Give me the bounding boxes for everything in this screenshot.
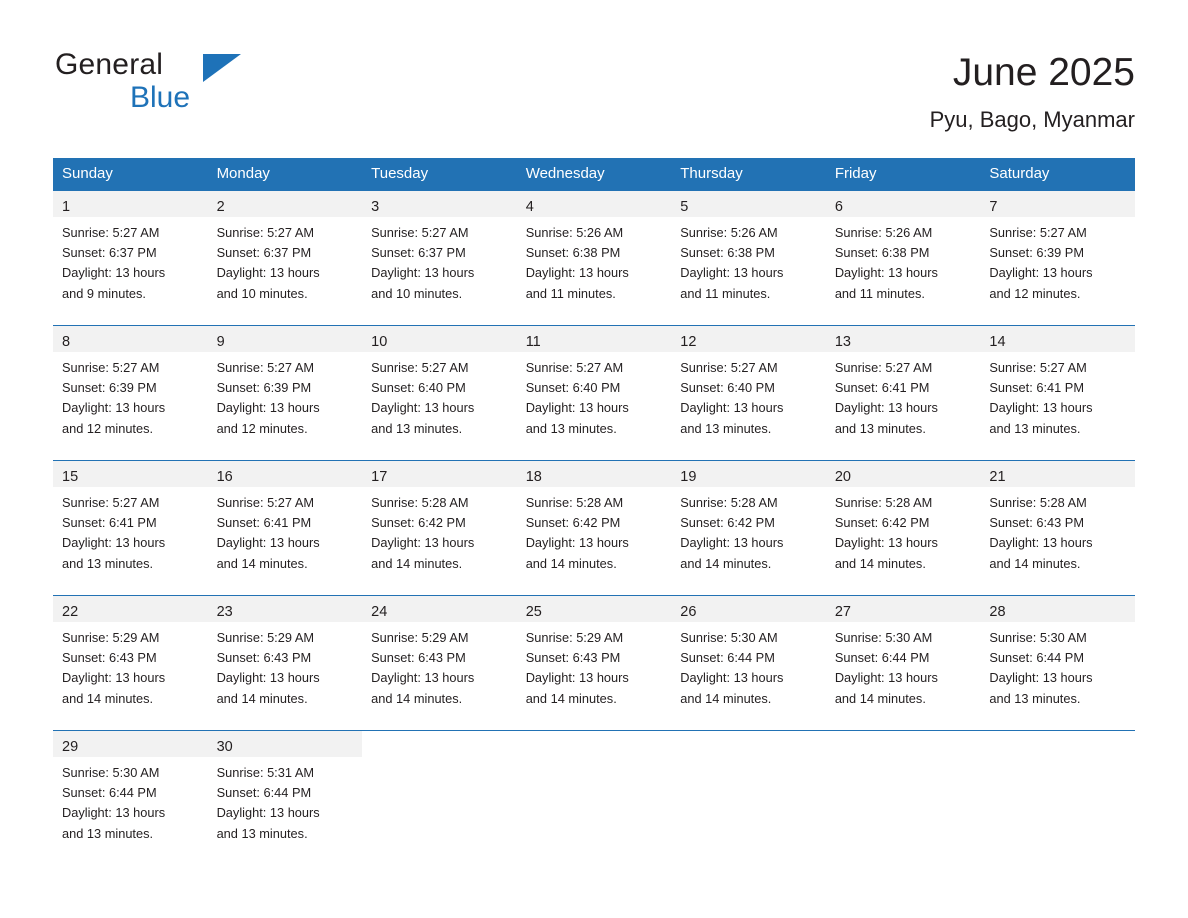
- day-number: 11: [517, 326, 672, 352]
- day-details: [826, 352, 981, 460]
- calendar-cell: [980, 325, 1135, 460]
- calendar-day-empty: [362, 730, 517, 850]
- calendar-header-row: [53, 158, 1135, 190]
- day-daylight2-text: and 9 minutes.: [62, 285, 146, 301]
- day-details: [362, 487, 517, 595]
- day-daylight1-text: Daylight: 13 hours: [216, 535, 320, 551]
- calendar-day[interactable]: [53, 730, 208, 850]
- day-sunrise-text: Sunrise: 5:28 AM: [834, 495, 933, 510]
- weekday-header-thursday: Thursday: [671, 158, 826, 190]
- day-details: [980, 757, 1135, 851]
- day-daylight1-text: Daylight: 13 hours: [680, 265, 784, 281]
- calendar-day[interactable]: [208, 730, 363, 850]
- day-daylight2-text: and 10 minutes.: [371, 285, 463, 301]
- day-daylight2-text: and 14 minutes.: [371, 690, 463, 706]
- day-daylight2-text: and 13 minutes.: [216, 825, 308, 841]
- day-sunrise-text: Sunrise: 5:30 AM: [62, 765, 160, 780]
- day-daylight1-text: Daylight: 13 hours: [834, 400, 938, 416]
- calendar-day[interactable]: [53, 460, 208, 595]
- calendar-day[interactable]: [208, 190, 363, 325]
- day-details: [362, 622, 517, 730]
- calendar-day[interactable]: [362, 190, 517, 325]
- day-number: 24: [362, 596, 517, 622]
- day-number: 18: [517, 461, 672, 487]
- calendar-day-empty: [980, 730, 1135, 850]
- day-sunrise-text: Sunrise: 5:27 AM: [989, 225, 1087, 240]
- day-sunset-text: Sunset: 6:41 PM: [62, 515, 157, 531]
- day-daylight2-text: and 14 minutes.: [680, 690, 772, 706]
- day-number: 25: [517, 596, 672, 622]
- weekday-header-sunday: Sunday: [53, 158, 208, 190]
- day-number: 2: [208, 191, 363, 217]
- calendar-cell: [980, 190, 1135, 325]
- day-details: [53, 622, 208, 730]
- calendar-day[interactable]: [208, 325, 363, 460]
- day-daylight1-text: Daylight: 13 hours: [525, 400, 629, 416]
- day-number: 1: [53, 191, 208, 217]
- day-daylight2-text: and 11 minutes.: [680, 285, 771, 301]
- calendar-cell: [671, 730, 826, 850]
- calendar-cell: [53, 730, 208, 850]
- calendar-cell: [208, 595, 363, 730]
- calendar-day[interactable]: [53, 190, 208, 325]
- day-number: 30: [208, 731, 363, 757]
- day-sunset-text: Sunset: 6:44 PM: [216, 785, 312, 801]
- logo-text-blue: Blue: [130, 81, 191, 114]
- day-sunset-text: Sunset: 6:39 PM: [989, 245, 1084, 261]
- calendar-cell: [671, 595, 826, 730]
- day-sunrise-text: Sunrise: 5:27 AM: [525, 360, 624, 375]
- day-sunrise-text: Sunrise: 5:27 AM: [680, 360, 778, 375]
- calendar-day[interactable]: [980, 325, 1135, 460]
- calendar-cell: [362, 460, 517, 595]
- calendar-cell: [826, 460, 981, 595]
- day-sunrise-text: Sunrise: 5:27 AM: [371, 225, 469, 240]
- day-daylight2-text: and 14 minutes.: [525, 555, 617, 571]
- day-sunrise-text: Sunrise: 5:27 AM: [989, 360, 1087, 375]
- day-daylight2-text: and 14 minutes.: [525, 690, 617, 706]
- calendar-cell: [53, 460, 208, 595]
- day-daylight2-text: and 13 minutes.: [834, 420, 926, 436]
- day-number: 6: [826, 191, 981, 217]
- weekday-header-tuesday: Tuesday: [362, 158, 517, 190]
- day-daylight1-text: Daylight: 13 hours: [371, 535, 475, 551]
- calendar-cell: [53, 595, 208, 730]
- day-daylight1-text: Daylight: 13 hours: [525, 535, 629, 551]
- day-sunrise-text: Sunrise: 5:29 AM: [216, 630, 315, 645]
- calendar-day[interactable]: [517, 190, 672, 325]
- day-sunset-text: Sunset: 6:43 PM: [216, 650, 312, 666]
- calendar-cell: [980, 595, 1135, 730]
- day-details: [208, 352, 363, 460]
- day-daylight1-text: Daylight: 13 hours: [525, 670, 629, 686]
- calendar-day[interactable]: [362, 325, 517, 460]
- day-number: 3: [362, 191, 517, 217]
- calendar-day[interactable]: [208, 460, 363, 595]
- day-details: [671, 622, 826, 730]
- day-sunrise-text: Sunrise: 5:27 AM: [216, 495, 315, 510]
- day-number: 27: [826, 596, 981, 622]
- day-details: [826, 217, 981, 325]
- day-sunrise-text: Sunrise: 5:27 AM: [62, 360, 160, 375]
- day-details: [362, 217, 517, 325]
- day-number: [980, 731, 1135, 757]
- day-daylight2-text: and 13 minutes.: [62, 825, 154, 841]
- title-block: [435, 48, 1135, 136]
- day-daylight1-text: Daylight: 13 hours: [989, 400, 1093, 416]
- calendar-cell: [980, 460, 1135, 595]
- calendar-cell: [362, 190, 517, 325]
- day-details: [53, 217, 208, 325]
- day-number: 5: [671, 191, 826, 217]
- day-sunset-text: Sunset: 6:43 PM: [525, 650, 621, 666]
- day-details: [53, 352, 208, 460]
- day-sunrise-text: Sunrise: 5:27 AM: [216, 225, 315, 240]
- calendar-day[interactable]: [980, 595, 1135, 730]
- day-daylight1-text: Daylight: 13 hours: [371, 400, 475, 416]
- day-daylight2-text: and 12 minutes.: [989, 285, 1081, 301]
- day-sunset-text: Sunset: 6:39 PM: [216, 380, 312, 396]
- day-daylight1-text: Daylight: 13 hours: [680, 670, 784, 686]
- day-details: [208, 622, 363, 730]
- day-daylight1-text: Daylight: 13 hours: [989, 265, 1093, 281]
- day-sunset-text: Sunset: 6:38 PM: [525, 245, 621, 261]
- calendar-cell: [671, 460, 826, 595]
- day-sunrise-text: Sunrise: 5:29 AM: [525, 630, 624, 645]
- calendar-day[interactable]: [671, 460, 826, 595]
- day-sunrise-text: Sunrise: 5:30 AM: [989, 630, 1087, 645]
- day-number: 17: [362, 461, 517, 487]
- calendar-cell: [208, 730, 363, 850]
- page-header: [55, 48, 1135, 148]
- calendar-cell: [208, 325, 363, 460]
- day-daylight2-text: and 14 minutes.: [371, 555, 463, 571]
- calendar-cell: [980, 730, 1135, 850]
- day-daylight2-text: and 13 minutes.: [989, 690, 1081, 706]
- calendar-body: [53, 190, 1135, 850]
- day-number: 23: [208, 596, 363, 622]
- day-details: [208, 757, 363, 851]
- day-sunrise-text: Sunrise: 5:31 AM: [216, 765, 315, 780]
- day-sunset-text: Sunset: 6:40 PM: [371, 380, 466, 396]
- calendar-cell: [826, 325, 981, 460]
- day-details: [671, 487, 826, 595]
- day-daylight2-text: and 14 minutes.: [834, 555, 926, 571]
- day-details: [980, 352, 1135, 460]
- day-sunset-text: Sunset: 6:42 PM: [525, 515, 621, 531]
- day-daylight1-text: Daylight: 13 hours: [216, 400, 320, 416]
- day-details: [517, 487, 672, 595]
- day-daylight2-text: and 10 minutes.: [216, 285, 308, 301]
- day-daylight1-text: Daylight: 13 hours: [216, 670, 320, 686]
- day-sunrise-text: Sunrise: 5:27 AM: [371, 360, 469, 375]
- day-sunset-text: Sunset: 6:43 PM: [989, 515, 1084, 531]
- calendar-week-row: [53, 595, 1135, 730]
- day-number: 9: [208, 326, 363, 352]
- day-daylight1-text: Daylight: 13 hours: [525, 265, 629, 281]
- day-sunrise-text: Sunrise: 5:29 AM: [371, 630, 469, 645]
- day-daylight1-text: Daylight: 13 hours: [62, 535, 166, 551]
- day-number: 16: [208, 461, 363, 487]
- day-sunrise-text: Sunrise: 5:30 AM: [834, 630, 933, 645]
- calendar-day[interactable]: [671, 595, 826, 730]
- day-sunrise-text: Sunrise: 5:26 AM: [834, 225, 933, 240]
- calendar-cell: [362, 730, 517, 850]
- day-daylight2-text: and 13 minutes.: [525, 420, 617, 436]
- day-sunset-text: Sunset: 6:41 PM: [989, 380, 1084, 396]
- day-number: 29: [53, 731, 208, 757]
- calendar-day[interactable]: [362, 595, 517, 730]
- day-number: 26: [671, 596, 826, 622]
- calendar-day[interactable]: [671, 325, 826, 460]
- day-number: 19: [671, 461, 826, 487]
- calendar-day[interactable]: [517, 460, 672, 595]
- day-details: [671, 352, 826, 460]
- day-daylight1-text: Daylight: 13 hours: [834, 535, 938, 551]
- calendar-day-empty: [671, 730, 826, 850]
- calendar-week-row: [53, 190, 1135, 325]
- day-details: [362, 352, 517, 460]
- day-number: 8: [53, 326, 208, 352]
- day-number: 21: [980, 461, 1135, 487]
- calendar-day[interactable]: [362, 460, 517, 595]
- calendar-cell: [517, 190, 672, 325]
- day-daylight2-text: and 14 minutes.: [216, 555, 308, 571]
- calendar-day[interactable]: [517, 325, 672, 460]
- day-sunset-text: Sunset: 6:38 PM: [834, 245, 930, 261]
- calendar-cell: [208, 190, 363, 325]
- day-number: [671, 731, 826, 757]
- day-daylight2-text: and 11 minutes.: [525, 285, 616, 301]
- day-sunrise-text: Sunrise: 5:29 AM: [62, 630, 160, 645]
- logo-text-general: General: [55, 48, 164, 81]
- day-number: [517, 731, 672, 757]
- day-daylight1-text: Daylight: 13 hours: [834, 265, 938, 281]
- day-sunset-text: Sunset: 6:37 PM: [216, 245, 312, 261]
- page-subtitle-location: Pyu, Bago, Myanmar: [929, 107, 1135, 132]
- day-daylight1-text: Daylight: 13 hours: [680, 400, 784, 416]
- day-daylight2-text: and 14 minutes.: [680, 555, 772, 571]
- day-sunset-text: Sunset: 6:41 PM: [834, 380, 930, 396]
- calendar-day[interactable]: [826, 190, 981, 325]
- day-sunset-text: Sunset: 6:43 PM: [371, 650, 466, 666]
- day-daylight1-text: Daylight: 13 hours: [989, 535, 1093, 551]
- day-number: [826, 731, 981, 757]
- calendar-cell: [362, 325, 517, 460]
- calendar-cell: [517, 730, 672, 850]
- calendar-cell: [517, 595, 672, 730]
- calendar-cell: [53, 325, 208, 460]
- weekday-header-saturday: Saturday: [980, 158, 1135, 190]
- day-daylight1-text: Daylight: 13 hours: [62, 805, 166, 821]
- day-details: [826, 757, 981, 851]
- calendar-week-row: [53, 460, 1135, 595]
- calendar-cell: [517, 460, 672, 595]
- day-sunrise-text: Sunrise: 5:26 AM: [525, 225, 624, 240]
- day-sunset-text: Sunset: 6:39 PM: [62, 380, 157, 396]
- day-daylight2-text: and 13 minutes.: [371, 420, 463, 436]
- calendar-cell: [208, 460, 363, 595]
- day-sunset-text: Sunset: 6:41 PM: [216, 515, 312, 531]
- day-sunset-text: Sunset: 6:44 PM: [834, 650, 930, 666]
- calendar-day[interactable]: [53, 595, 208, 730]
- day-number: 20: [826, 461, 981, 487]
- day-daylight2-text: and 13 minutes.: [62, 555, 154, 571]
- day-sunset-text: Sunset: 6:44 PM: [62, 785, 157, 801]
- day-number: 7: [980, 191, 1135, 217]
- day-number: 13: [826, 326, 981, 352]
- day-daylight2-text: and 14 minutes.: [216, 690, 308, 706]
- calendar-cell: [671, 190, 826, 325]
- calendar-week-row: [53, 730, 1135, 850]
- page-title: June 2025: [952, 51, 1135, 94]
- day-daylight2-text: and 14 minutes.: [62, 690, 154, 706]
- day-sunset-text: Sunset: 6:40 PM: [525, 380, 621, 396]
- day-daylight2-text: and 12 minutes.: [62, 420, 154, 436]
- day-number: [362, 731, 517, 757]
- day-sunset-text: Sunset: 6:43 PM: [62, 650, 157, 666]
- day-daylight1-text: Daylight: 13 hours: [62, 265, 166, 281]
- day-details: [826, 487, 981, 595]
- day-sunset-text: Sunset: 6:38 PM: [680, 245, 775, 261]
- day-sunrise-text: Sunrise: 5:30 AM: [680, 630, 778, 645]
- day-details: [671, 217, 826, 325]
- day-daylight1-text: Daylight: 13 hours: [62, 400, 166, 416]
- day-details: [208, 487, 363, 595]
- day-sunset-text: Sunset: 6:40 PM: [680, 380, 775, 396]
- day-sunset-text: Sunset: 6:42 PM: [834, 515, 930, 531]
- day-details: [53, 757, 208, 851]
- calendar-cell: [671, 325, 826, 460]
- calendar-day[interactable]: [208, 595, 363, 730]
- day-sunset-text: Sunset: 6:37 PM: [371, 245, 466, 261]
- day-number: 4: [517, 191, 672, 217]
- day-sunset-text: Sunset: 6:42 PM: [680, 515, 775, 531]
- day-details: [208, 217, 363, 325]
- day-sunrise-text: Sunrise: 5:28 AM: [989, 495, 1087, 510]
- day-sunset-text: Sunset: 6:44 PM: [680, 650, 775, 666]
- weekday-header-friday: Friday: [826, 158, 981, 190]
- day-daylight1-text: Daylight: 13 hours: [989, 670, 1093, 686]
- day-details: [517, 217, 672, 325]
- calendar-cell: [826, 595, 981, 730]
- day-number: 22: [53, 596, 208, 622]
- day-daylight1-text: Daylight: 13 hours: [62, 670, 166, 686]
- day-number: 10: [362, 326, 517, 352]
- calendar-day-empty: [517, 730, 672, 850]
- day-daylight2-text: and 14 minutes.: [834, 690, 926, 706]
- day-sunrise-text: Sunrise: 5:27 AM: [62, 225, 160, 240]
- day-details: [517, 352, 672, 460]
- day-daylight1-text: Daylight: 13 hours: [680, 535, 784, 551]
- day-sunrise-text: Sunrise: 5:28 AM: [371, 495, 469, 510]
- day-details: [517, 622, 672, 730]
- day-daylight1-text: Daylight: 13 hours: [834, 670, 938, 686]
- day-daylight2-text: and 13 minutes.: [989, 420, 1081, 436]
- calendar-day-empty: [826, 730, 981, 850]
- day-daylight1-text: Daylight: 13 hours: [371, 670, 475, 686]
- day-details: [826, 622, 981, 730]
- day-daylight2-text: and 13 minutes.: [680, 420, 772, 436]
- day-sunset-text: Sunset: 6:44 PM: [989, 650, 1084, 666]
- day-sunrise-text: Sunrise: 5:27 AM: [834, 360, 933, 375]
- calendar-day[interactable]: [826, 325, 981, 460]
- calendar-week-row: [53, 325, 1135, 460]
- calendar-table: [53, 158, 1135, 850]
- logo-triangle-icon: [203, 54, 241, 82]
- calendar-day[interactable]: [826, 460, 981, 595]
- day-sunset-text: Sunset: 6:42 PM: [371, 515, 466, 531]
- weekday-header-monday: Monday: [208, 158, 363, 190]
- calendar-cell: [362, 595, 517, 730]
- day-daylight1-text: Daylight: 13 hours: [216, 265, 320, 281]
- generalblue-logo[interactable]: [55, 48, 315, 120]
- day-sunrise-text: Sunrise: 5:26 AM: [680, 225, 778, 240]
- day-sunrise-text: Sunrise: 5:28 AM: [680, 495, 778, 510]
- day-daylight2-text: and 14 minutes.: [989, 555, 1081, 571]
- day-number: 12: [671, 326, 826, 352]
- day-details: [980, 622, 1135, 730]
- day-details: [980, 487, 1135, 595]
- calendar-day[interactable]: [671, 190, 826, 325]
- weekday-header-wednesday: Wednesday: [517, 158, 672, 190]
- day-details: [980, 217, 1135, 325]
- day-daylight1-text: Daylight: 13 hours: [216, 805, 320, 821]
- calendar-day[interactable]: [517, 595, 672, 730]
- day-number: 14: [980, 326, 1135, 352]
- day-sunrise-text: Sunrise: 5:27 AM: [216, 360, 315, 375]
- day-sunrise-text: Sunrise: 5:27 AM: [62, 495, 160, 510]
- calendar-day[interactable]: [53, 325, 208, 460]
- calendar-cell: [517, 325, 672, 460]
- day-details: [671, 757, 826, 851]
- calendar-day[interactable]: [980, 190, 1135, 325]
- day-details: [517, 757, 672, 851]
- day-daylight2-text: and 11 minutes.: [834, 285, 925, 301]
- day-daylight1-text: Daylight: 13 hours: [371, 265, 475, 281]
- calendar-day[interactable]: [980, 460, 1135, 595]
- calendar-cell: [53, 190, 208, 325]
- day-sunset-text: Sunset: 6:37 PM: [62, 245, 157, 261]
- day-details: [53, 487, 208, 595]
- calendar-day[interactable]: [826, 595, 981, 730]
- day-sunrise-text: Sunrise: 5:28 AM: [525, 495, 624, 510]
- day-daylight2-text: and 12 minutes.: [216, 420, 308, 436]
- day-details: [362, 757, 517, 851]
- day-number: 15: [53, 461, 208, 487]
- calendar-cell: [826, 190, 981, 325]
- calendar-cell: [826, 730, 981, 850]
- day-number: 28: [980, 596, 1135, 622]
